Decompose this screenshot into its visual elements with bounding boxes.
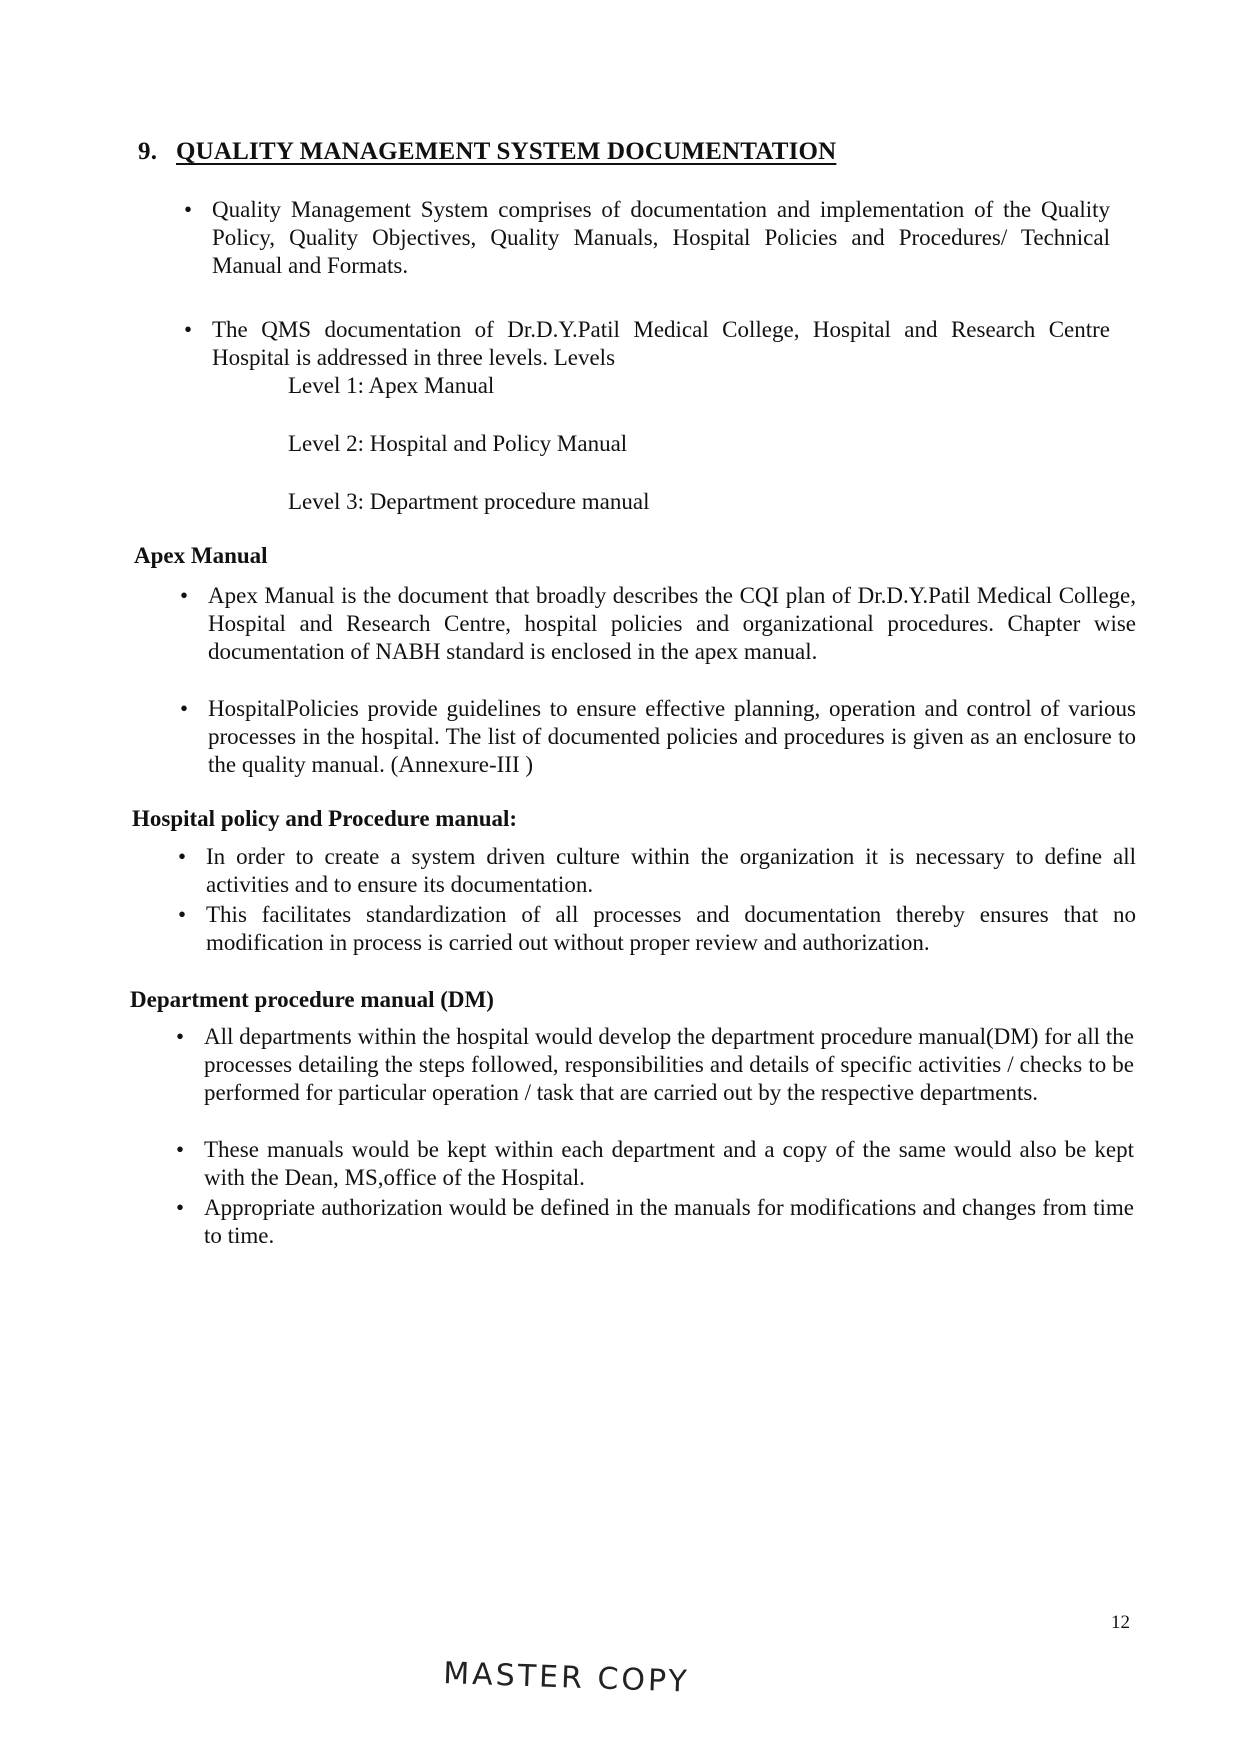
hospital-policy-bullet-2: [177, 901, 1136, 957]
apex-bullet-2: [179, 695, 1136, 779]
department-bullet-2: [175, 1136, 1134, 1192]
bullet-icon: •: [177, 844, 187, 869]
level-item-3: Level 3: Department procedure manual: [288, 489, 650, 514]
intro-bullet-text: Quality Management System comprises of documentation and implementation of the Quality Policy, Quality Objectives, Quality Manuals, Hospital Policies and Procedures/ Technical Manual and Formats.: [212, 197, 1110, 278]
hospital-policy-bullet-text: This facilitates standardization of all processes and documentation thereby ensures that no modification in process is carried out without proper review and authorization.: [206, 902, 1136, 955]
page-number: 12: [1111, 1612, 1130, 1633]
intro-bullet-2: [183, 316, 1110, 372]
level-item-2: Level 2: Hospital and Policy Manual: [288, 431, 628, 456]
section-number: 9.: [138, 138, 158, 165]
master-copy-stamp: MASTER COPY: [442, 1656, 691, 1700]
bullet-icon: •: [175, 1137, 185, 1162]
hospital-policy-bullet-text: In order to create a system driven culture within the organization it is necessary to define all activities and to ensure its documentation.: [206, 844, 1136, 897]
subheading-hospital-policy-manual: Hospital policy and Procedure manual:: [132, 806, 518, 831]
subheading-apex-manual: Apex Manual: [134, 543, 268, 568]
bullet-icon: •: [179, 696, 189, 721]
bullet-icon: •: [183, 197, 193, 222]
bullet-icon: •: [177, 902, 187, 927]
subheading-department-manual: Department procedure manual (DM): [130, 987, 494, 1012]
department-bullet-text: These manuals would be kept within each department and a copy of the same would also be kept with the Dean, MS,office of the Hospital.: [204, 1137, 1134, 1190]
hospital-policy-bullet-1: [177, 843, 1136, 899]
department-bullet-3: [175, 1194, 1134, 1250]
section-heading: [138, 138, 836, 166]
apex-bullet-text: HospitalPolicies provide guidelines to ensure effective planning, operation and control of various processes in the hospital. The list of documented policies and procedures is given as an enclosure to the quality manual. (Annexure-III ): [208, 696, 1136, 777]
department-bullet-1: [175, 1023, 1134, 1107]
level-item-1: Level 1: Apex Manual: [288, 373, 495, 398]
bullet-icon: •: [175, 1195, 185, 1220]
intro-bullet-text: The QMS documentation of Dr.D.Y.Patil Medical College, Hospital and Research Centre Hospital is addressed in three levels. Levels: [212, 317, 1110, 370]
apex-bullet-text: Apex Manual is the document that broadly describes the CQI plan of Dr.D.Y.Patil Medical College, Hospital and Research Centre, hospital policies and organizational procedures. Chapter wise documentation of NABH standard is enclosed in the apex manual.: [208, 583, 1136, 664]
bullet-icon: •: [179, 583, 189, 608]
department-bullet-text: Appropriate authorization would be defined in the manuals for modifications and changes from time to time.: [204, 1195, 1134, 1248]
apex-bullet-1: [179, 582, 1136, 666]
department-bullet-text: All departments within the hospital would develop the department procedure manual(DM) for all the processes detailing the steps followed, responsibilities and details of specific activities / checks to be performed for particular operation / task that are carried out by the respective departments.: [204, 1024, 1134, 1105]
bullet-icon: •: [175, 1024, 185, 1049]
bullet-icon: •: [183, 317, 193, 342]
section-title: QUALITY MANAGEMENT SYSTEM DOCUMENTATION: [176, 138, 837, 165]
intro-bullet-1: [183, 196, 1110, 280]
